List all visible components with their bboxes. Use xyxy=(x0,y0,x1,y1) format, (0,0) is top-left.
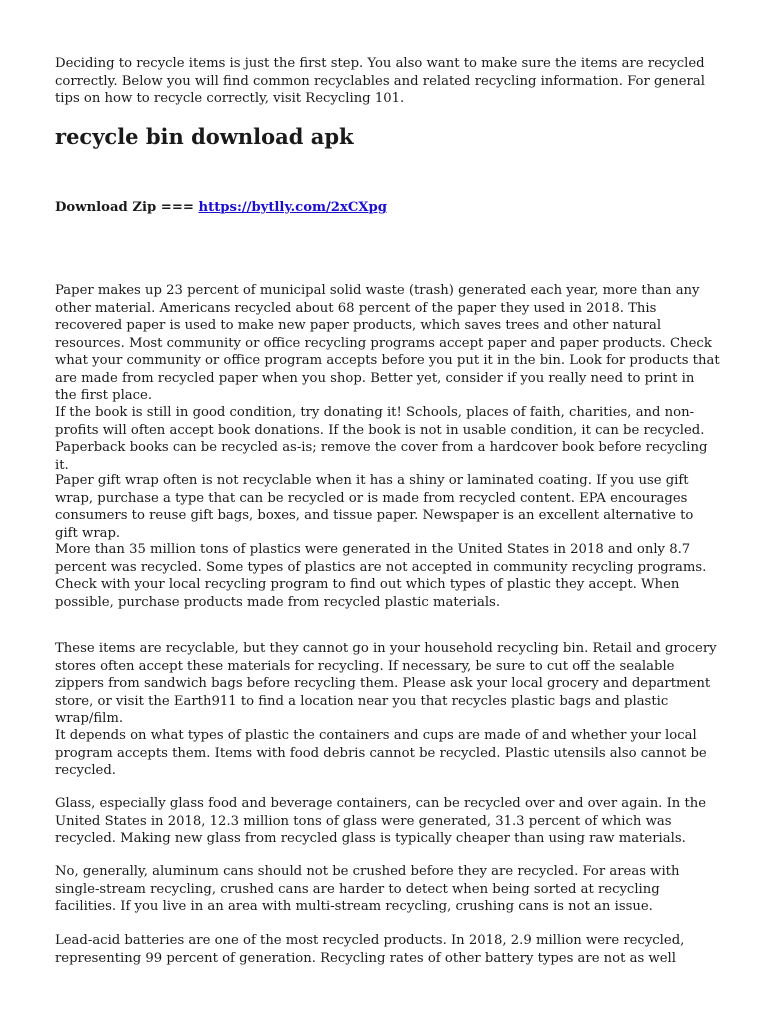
paragraph-glass: Glass, especially glass food and beverage containers, can be recycled over and over again. In the United States in 2018, 12.3 million tons of glass were generated, 31.3 percent of which was recycled. Making new glass from recycled glass is typically cheaper than using raw materials. xyxy=(55,796,707,846)
paragraph-containers: It depends on what types of plastic the containers and cups are made of and whether your local program accepts them. Items with food debris cannot be recycled. Plastic utensils also cannot be recycled. xyxy=(55,728,707,778)
paragraph-batteries: Lead-acid batteries are one of the most recycled products. In 2018, 2.9 million were recycled, representing 99 percent of generation. Recycling rates of other battery types are not as well xyxy=(55,933,685,966)
paragraph-plastics: More than 35 million tons of plastics were generated in the United States in 2018 and only 8.7 percent was recycled. Some types of plastics are not accepted in community recycling programs. Check with your local recycling program to find out which types of plastic they accept. When possible, purchase products made from recycled plastic materials. xyxy=(55,542,707,610)
download-link[interactable]: https://bytlly.com/2xCXpg xyxy=(198,200,387,215)
paragraph-gift-wrap: Paper gift wrap often is not recyclable when it has a shiny or laminated coating. If you use gift wrap, purchase a type that can be recycled or is made from recycled content. EPA encourages consumers to reuse gift bags, boxes, and tissue paper. Newspaper is an excellent alternative to gift wrap. xyxy=(55,473,694,541)
download-line xyxy=(55,199,387,217)
paragraph-aluminum: No, generally, aluminum cans should not be crushed before they are recycled. For areas with single-stream recycling, crushed cans are harder to detect when being sorted at recycling facilities. If you live in an area with multi-stream recycling, crushing cans is not an issue. xyxy=(55,864,680,914)
download-label: Download Zip === xyxy=(55,200,199,215)
intro-paragraph: Deciding to recycle items is just the first step. You also want to make sure the items are recycled correctly. Below you will find common recyclables and related recycling information. For general tips on how to recycle correctly, visit Recycling 101. xyxy=(55,56,705,106)
paragraph-books: If the book is still in good condition, try donating it! Schools, places of faith, charities, and non-profits will often accept book donations. If the book is not in usable condition, it can be recycled. Paperback books can be recycled as-is; remove the cover from a hardcover book before recycling it. xyxy=(55,405,708,473)
paragraph-paper: Paper makes up 23 percent of municipal solid waste (trash) generated each year, more than any other material. Americans recycled about 68 percent of the paper they used in 2018. This recovered paper is used to make new paper products, which saves trees and other natural resources. Most community or office recycling programs accept paper and paper products. Check what your community or office program accepts before you put it in the bin. Look for products that are made from recycled paper when you shop. Better yet, consider if you really need to print in the first place. xyxy=(55,283,720,403)
page-title: recycle bin download apk xyxy=(55,124,354,149)
paragraph-plastic-bags: These items are recyclable, but they cannot go in your household recycling bin. Retail and grocery stores often accept these materials for recycling. If necessary, be sure to cut off the sealable zippers from sandwich bags before recycling them. Please ask your local grocery and department store, or visit the Earth911 to find a location near you that recycles plastic bags and plastic wrap/film. xyxy=(55,641,717,726)
